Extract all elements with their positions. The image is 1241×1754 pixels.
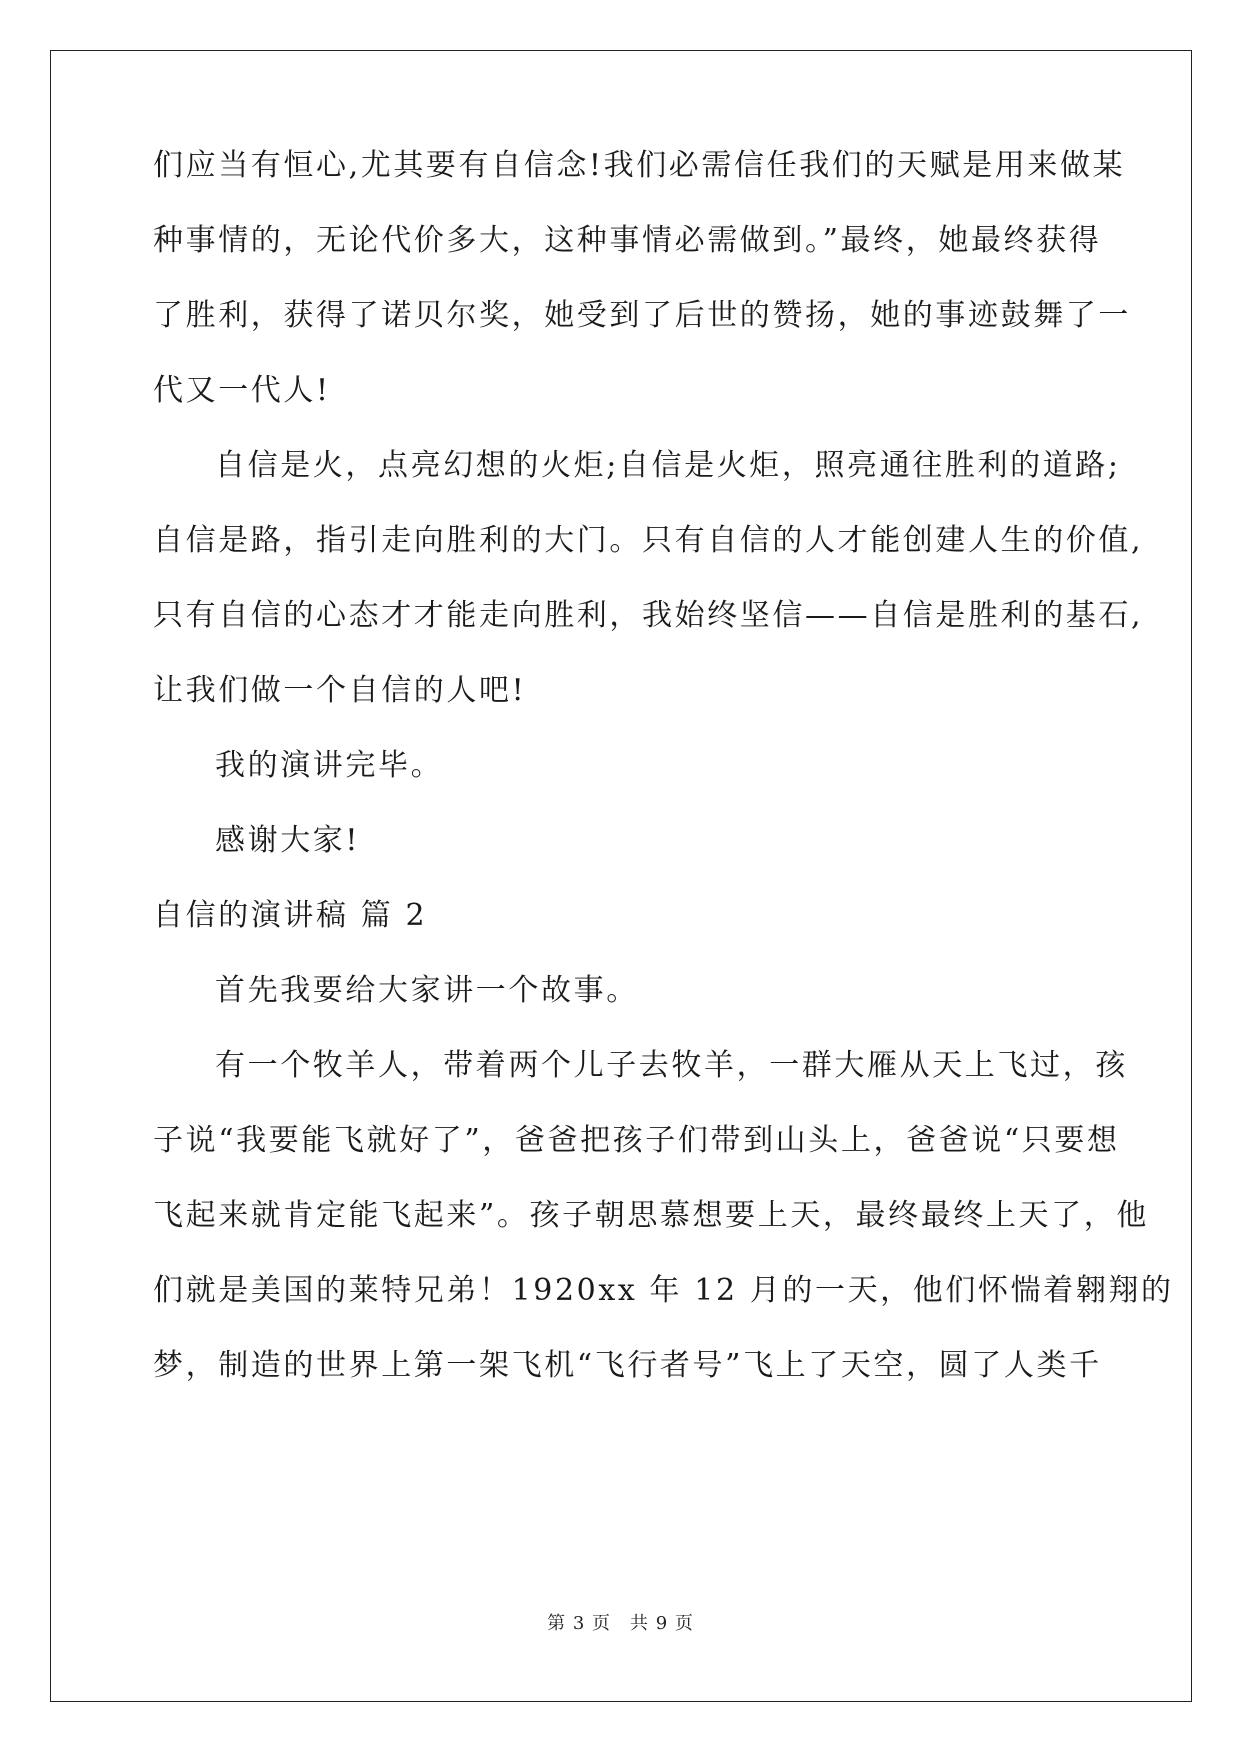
text-line: 代又一代人! <box>153 373 331 408</box>
closing-line: 我的演讲完毕。 <box>215 748 444 783</box>
section-heading: 自信的演讲稿 篇 2 <box>153 898 428 933</box>
text-line: 们就是美国的莱特兄弟！1920xx 年 12 月的一天，他们怀惴着翱翔的 <box>153 1273 1174 1308</box>
page-number-footer: 第 3 页 共 9 页 <box>547 1613 694 1634</box>
text-line: 只有自信的心态才才能走向胜利，我始终坚信——自信是胜利的基石, <box>153 598 1144 633</box>
text-line: 们应当有恒心,尤其要有自信念!我们必需信任我们的天赋是用来做某 <box>153 148 1126 183</box>
paragraph-start-line: 首先我要给大家讲一个故事。 <box>215 973 639 1008</box>
paragraph-start-line: 有一个牧羊人，带着两个儿子去牧羊，一群大雁从天上飞过，孩 <box>215 1048 1128 1083</box>
text-line: 自信是路，指引走向胜利的大门。只有自信的人才能创建人生的价值, <box>153 523 1144 558</box>
paragraph-start-line: 自信是火，点亮幻想的火炬;自信是火炬，照亮通往胜利的道路; <box>215 448 1121 483</box>
text-line: 了胜利，获得了诺贝尔奖，她受到了后世的赞扬，她的事迹鼓舞了一 <box>153 298 1131 333</box>
text-line: 让我们做一个自信的人吧! <box>153 673 527 708</box>
thanks-line: 感谢大家! <box>215 823 361 858</box>
text-line: 子说“我要能飞就好了”，爸爸把孩子们带到山头上，爸爸说“只要想 <box>153 1123 1120 1158</box>
text-line: 种事情的，无论代价多大，这种事情必需做到。”最终，她最终获得 <box>153 223 1102 258</box>
text-line: 飞起来就肯定能飞起来”。孩子朝思慕想要上天，最终最终上天了，他 <box>153 1198 1149 1233</box>
text-line: 梦，制造的世界上第一架飞机“飞行者号”飞上了天空，圆了人类千 <box>153 1348 1102 1383</box>
